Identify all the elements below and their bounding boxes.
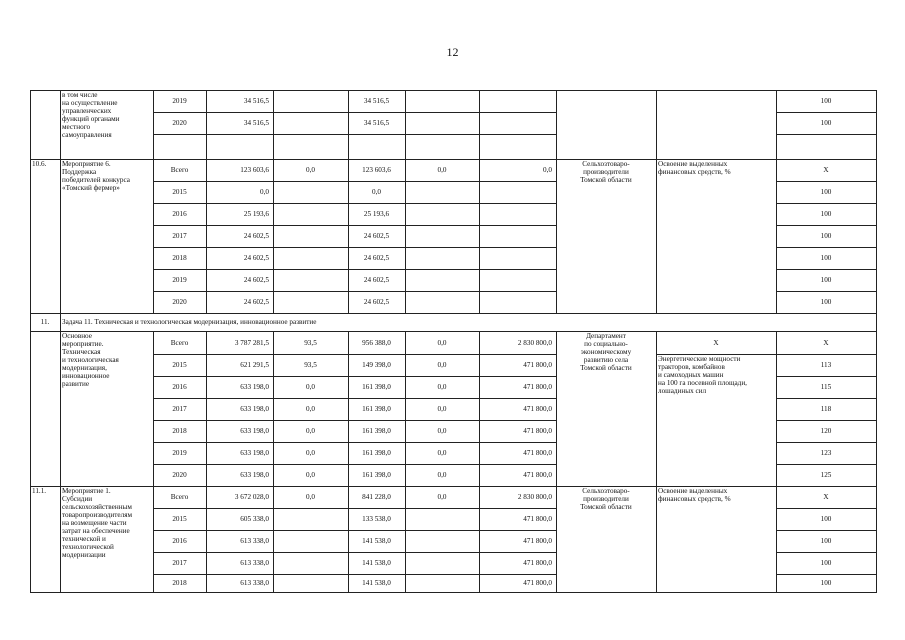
row-year: 2020 — [172, 298, 187, 306]
row-total: 34 516,5 — [243, 119, 269, 127]
row-extrabudget: 471 800,0 — [523, 383, 552, 391]
budget-table — [30, 90, 876, 592]
row-local — [405, 247, 479, 269]
row-local — [405, 203, 479, 225]
row-target: X — [823, 166, 829, 174]
row-extrabudget — [479, 225, 556, 247]
row-target: 100 — [820, 537, 832, 545]
row-target: 123 — [820, 449, 832, 457]
row-extrabudget: 471 800,0 — [523, 471, 552, 479]
row-target: 100 — [820, 254, 832, 262]
row-target: 100 — [820, 97, 832, 105]
table-column-rule — [348, 90, 349, 314]
table-column-rule — [273, 90, 274, 314]
table-column-rule — [60, 313, 61, 332]
table-column-rule — [153, 331, 154, 593]
table-rule — [776, 354, 877, 355]
table-rule — [153, 552, 557, 553]
row-total: 25 193,6 — [243, 210, 269, 218]
row-regional: 161 398,0 — [362, 471, 391, 479]
row-local — [405, 552, 479, 574]
table-rule — [776, 420, 877, 421]
row-total: 613 338,0 — [240, 537, 269, 545]
row-regional: 24 602,5 — [363, 298, 390, 306]
row-local: 0,0 — [437, 338, 447, 347]
table-column-rule — [876, 90, 877, 593]
table-rule — [153, 134, 557, 135]
row-regional: 34 516,5 — [363, 97, 390, 105]
m111-label: Мероприятие 1. Субсидии сельскохозяйственным товаропроизводителям на возмещение части затрат на обеспечение технической и технологической модернизации — [62, 487, 133, 559]
row-target: 100 — [820, 210, 832, 218]
table-rule — [776, 181, 877, 182]
table-column-rule — [30, 90, 31, 593]
row-target: 118 — [820, 405, 832, 413]
row-year: 2020 — [172, 119, 187, 127]
row-extrabudget: 471 800,0 — [523, 579, 552, 587]
table-rule — [153, 291, 557, 292]
row-year: Всего — [170, 166, 189, 174]
row-year: 2016 — [172, 383, 187, 391]
table-rule — [153, 508, 557, 509]
row-total: 621 291,5 — [240, 361, 269, 369]
row-regional: 141 538,0 — [362, 537, 391, 545]
row-target: X — [823, 493, 829, 501]
row-target: 115 — [820, 383, 832, 391]
block-border — [30, 159, 877, 160]
table-rule — [776, 269, 877, 270]
table-rule — [776, 398, 877, 399]
block-border — [30, 331, 877, 332]
row-target: 120 — [820, 427, 832, 435]
row-target: X — [823, 338, 829, 347]
row-target: 100 — [820, 579, 832, 587]
row-regional: 161 398,0 — [362, 383, 391, 391]
table-rule — [153, 530, 557, 531]
block-border — [30, 313, 877, 314]
row-year: 2018 — [172, 579, 187, 587]
table-rule — [153, 269, 557, 270]
row-total: 123 603,6 — [240, 166, 269, 174]
row-extrabudget: 0,0 — [543, 166, 552, 174]
row-federal: 0,0 — [306, 166, 315, 174]
row-year: 2016 — [172, 210, 187, 218]
table-column-rule — [405, 331, 406, 593]
row-total: 24 602,5 — [243, 276, 269, 284]
m111-indicator: Освоение выделенных финансовых средств, % — [658, 487, 731, 503]
row-total: 633 198,0 — [240, 471, 269, 479]
row-year: 2019 — [172, 97, 187, 105]
table-rule — [776, 291, 877, 292]
row-local: 0,0 — [437, 383, 447, 391]
row-regional: 24 602,5 — [363, 254, 390, 262]
row-regional: 141 538,0 — [362, 559, 391, 567]
row-regional: 133 538,0 — [362, 515, 391, 523]
row-regional: 161 398,0 — [362, 427, 391, 435]
row-federal: 0,0 — [306, 383, 315, 391]
table-rule — [153, 225, 557, 226]
om-indicator-top: X — [713, 338, 719, 347]
table-column-rule — [273, 331, 274, 593]
row-federal — [273, 552, 348, 574]
row-year: 2017 — [172, 232, 187, 240]
row-local — [405, 225, 479, 247]
row-regional: 161 398,0 — [362, 449, 391, 457]
table-rule — [776, 552, 877, 553]
row-target: 100 — [820, 119, 832, 127]
om-label: Основное мероприятие. Техническая и технологическая модернизация, инновационное развитие — [62, 332, 119, 388]
row-total: 0,0 — [260, 188, 269, 196]
row-extrabudget: 2 830 800,0 — [517, 493, 552, 501]
row-target: 100 — [820, 515, 832, 523]
row-total: 613 338,0 — [240, 559, 269, 567]
row-federal: 0,0 — [306, 493, 315, 501]
row-local — [405, 269, 479, 291]
row-extrabudget — [479, 291, 556, 313]
row-extrabudget: 471 800,0 — [523, 427, 552, 435]
task-number: 11. — [40, 318, 50, 326]
row-total: 633 198,0 — [240, 383, 269, 391]
row-local — [405, 530, 479, 552]
row-year: 2017 — [172, 559, 187, 567]
m106-executor: Сельхозтоваро- производители Томской области — [580, 160, 632, 184]
table-rule — [153, 247, 557, 248]
m106-indicator: Освоение выделенных финансовых средств, % — [658, 160, 731, 176]
row-extrabudget: 471 800,0 — [523, 537, 552, 545]
row-local: 0,0 — [437, 427, 447, 435]
row-year: 2019 — [172, 449, 187, 457]
row-total: 633 198,0 — [240, 427, 269, 435]
row-federal — [273, 291, 348, 313]
table-column-rule — [206, 331, 207, 593]
row-total: 633 198,0 — [240, 405, 269, 413]
table-column-rule — [656, 331, 657, 593]
table-rule — [153, 181, 557, 182]
table-rule — [153, 442, 557, 443]
row-local: 0,0 — [437, 493, 447, 501]
row-year: Всего — [170, 493, 189, 501]
table-rule — [153, 376, 557, 377]
row-regional: 24 602,5 — [363, 276, 390, 284]
table-rule — [776, 134, 877, 135]
row-extrabudget — [479, 247, 556, 269]
task-title: Задача 11. Техническая и технологическая модернизация, инновационное развитие — [62, 318, 317, 326]
row-total: 605 338,0 — [240, 515, 269, 523]
row-target: 100 — [820, 188, 832, 196]
table-rule — [153, 354, 557, 355]
row-extrabudget — [479, 269, 556, 291]
row-federal — [273, 203, 348, 225]
table-column-rule — [405, 90, 406, 314]
row-extrabudget: 471 800,0 — [523, 559, 552, 567]
table-rule — [776, 508, 877, 509]
row-total: 34 516,5 — [243, 97, 269, 105]
row-federal — [273, 508, 348, 530]
row-local: 0,0 — [437, 471, 447, 479]
row-extrabudget: 471 800,0 — [523, 361, 552, 369]
table-rule — [776, 225, 877, 226]
table-rule — [153, 398, 557, 399]
table-rule — [153, 112, 557, 113]
row-year: 2019 — [172, 276, 187, 284]
table-column-rule — [556, 90, 557, 314]
table-rule — [153, 203, 557, 204]
row-federal: 93,5 — [304, 338, 317, 347]
row-federal: 0,0 — [306, 449, 315, 457]
row-target: 100 — [820, 298, 832, 306]
row-federal: 0,0 — [306, 405, 315, 413]
item-number: 10.6. — [32, 160, 47, 168]
table-rule — [153, 420, 557, 421]
row-federal — [273, 269, 348, 291]
table-column-rule — [556, 331, 557, 593]
table-bottom-border — [30, 592, 877, 593]
row-regional: 25 193,6 — [363, 210, 390, 218]
row-year: 2018 — [172, 254, 187, 262]
row-regional: 24 602,5 — [363, 232, 390, 240]
row-local: 0,0 — [437, 449, 447, 457]
row-extrabudget: 2 830 800,0 — [517, 338, 552, 347]
row-year: Всего — [170, 338, 189, 347]
row-year: 2015 — [172, 188, 187, 196]
row-federal — [273, 530, 348, 552]
row-local: 0,0 — [437, 361, 447, 369]
table-rule — [776, 574, 877, 575]
row-target: 113 — [820, 361, 832, 369]
row-total: 24 602,5 — [243, 254, 269, 262]
row-total: 633 198,0 — [240, 449, 269, 457]
table-column-rule — [656, 90, 657, 314]
row-extrabudget: 471 800,0 — [523, 449, 552, 457]
row-federal: 0,0 — [306, 471, 315, 479]
table-rule — [776, 247, 877, 248]
table-column-rule — [776, 90, 777, 314]
indicator-split — [656, 354, 777, 355]
row-extrabudget — [479, 203, 556, 225]
row-year: 2018 — [172, 427, 187, 435]
row-regional: 149 398,0 — [362, 361, 391, 369]
row-regional: 123 603,6 — [362, 166, 391, 174]
row-local — [405, 508, 479, 530]
table-column-rule — [348, 331, 349, 593]
om-indicator: Энергетические мощности тракторов, комбайнов и самоходных машин на 100 га посевной площади, лошадиных сил — [658, 355, 747, 395]
table-rule — [776, 530, 877, 531]
table-column-rule — [60, 331, 61, 593]
table-rule — [153, 464, 557, 465]
row-year: 2015 — [172, 361, 187, 369]
row-local: 0,0 — [437, 405, 447, 413]
table-column-rule — [479, 90, 480, 314]
table-rule — [153, 574, 557, 575]
row-year: 2016 — [172, 537, 187, 545]
row-local — [405, 574, 479, 592]
row-year: 2020 — [172, 471, 187, 479]
m106-label: Мероприятие 6. Поддержка победителей конкурса «Томский фермер» — [62, 160, 130, 192]
row-local — [405, 181, 479, 203]
table-rule — [776, 464, 877, 465]
row-total: 613 338,0 — [240, 579, 269, 587]
row-local: 0,0 — [437, 166, 447, 174]
table-column-rule — [60, 90, 61, 314]
table-column-rule — [479, 331, 480, 593]
table-rule — [776, 376, 877, 377]
item-number: 11.1. — [32, 487, 47, 495]
row-federal: 93,5 — [304, 361, 317, 369]
om-executor: Департамент по социально- экономическому развитию села Томской области — [580, 332, 632, 372]
table-column-rule — [776, 331, 777, 593]
table-rule — [776, 442, 877, 443]
block-border — [30, 486, 877, 487]
page-number: 12 — [446, 45, 459, 59]
m111-executor: Сельхозтоваро- производители Томской области — [580, 487, 632, 511]
row-federal: 0,0 — [306, 427, 315, 435]
row-regional: 161 398,0 — [362, 405, 391, 413]
row-extrabudget: 471 800,0 — [523, 515, 552, 523]
row-regional: 34 516,5 — [363, 119, 390, 127]
row-federal — [273, 247, 348, 269]
tail-label: в том числе на осуществление управленческих функций органами местного самоуправления — [62, 91, 120, 139]
row-federal — [273, 574, 348, 592]
row-extrabudget: 471 800,0 — [523, 405, 552, 413]
row-target: 100 — [820, 232, 832, 240]
row-total: 24 602,5 — [243, 232, 269, 240]
row-local — [405, 291, 479, 313]
table-column-rule — [206, 90, 207, 314]
table-rule — [776, 203, 877, 204]
row-regional: 956 388,0 — [362, 338, 391, 347]
row-target: 100 — [820, 559, 832, 567]
row-regional: 0,0 — [372, 188, 381, 196]
row-year: 2015 — [172, 515, 187, 523]
row-regional: 141 538,0 — [362, 579, 391, 587]
row-target: 125 — [820, 471, 832, 479]
row-federal — [273, 225, 348, 247]
row-federal — [273, 181, 348, 203]
row-total: 24 602,5 — [243, 298, 269, 306]
table-column-rule — [153, 90, 154, 314]
row-total: 3 672 028,0 — [234, 493, 269, 501]
table-top-border — [30, 90, 877, 91]
row-regional: 841 228,0 — [362, 493, 391, 501]
row-target: 100 — [820, 276, 832, 284]
row-extrabudget — [479, 181, 556, 203]
table-rule — [776, 112, 877, 113]
row-total: 3 787 281,5 — [234, 338, 269, 347]
row-year: 2017 — [172, 405, 187, 413]
